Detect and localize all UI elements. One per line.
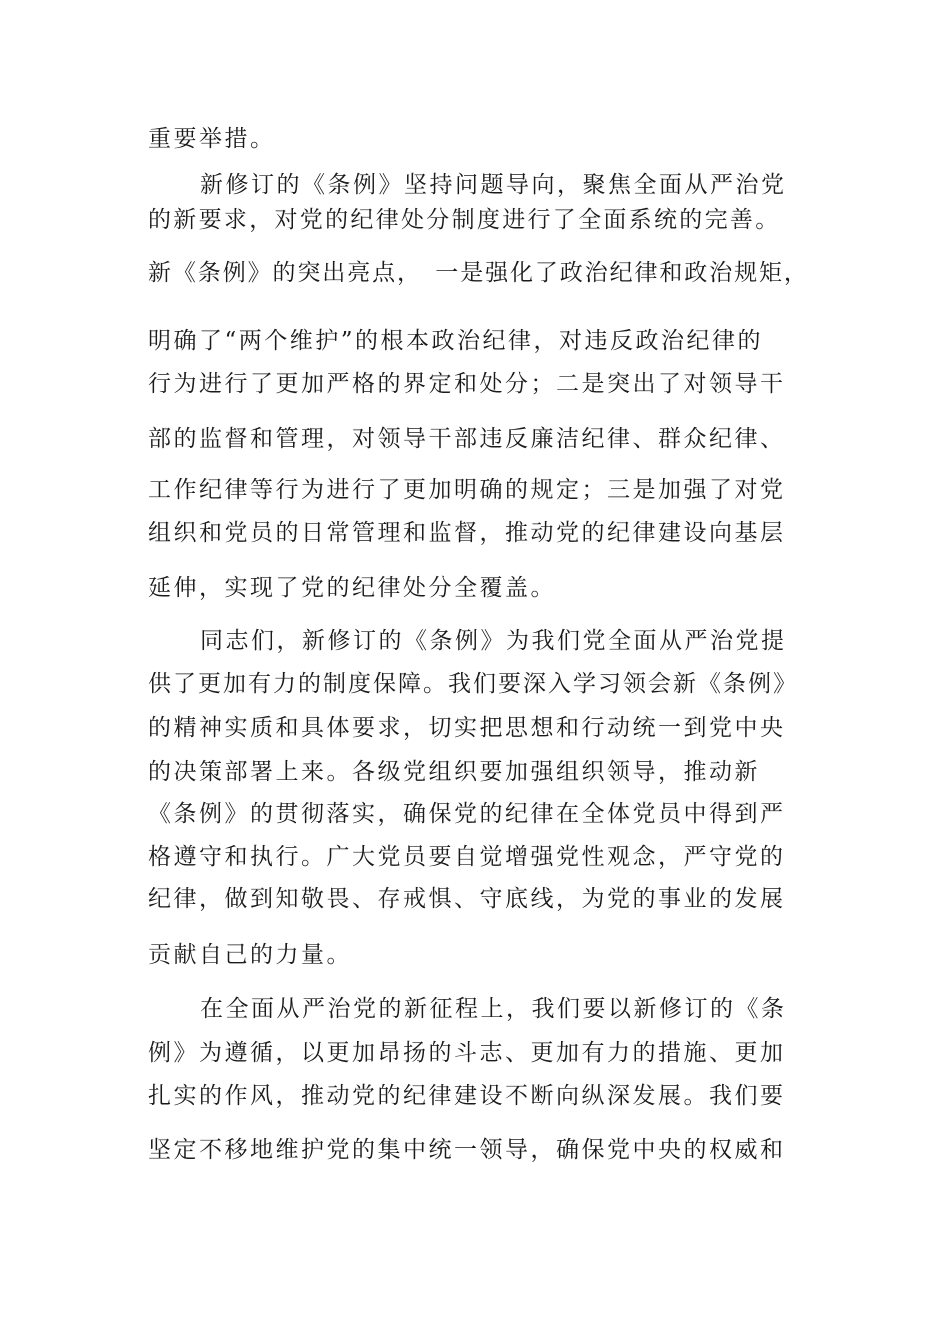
text-line: 行为进行了更加严格的界定和处分；二是突出了对领导干 <box>148 371 786 397</box>
text-line: 格遵守和执行。广大党员要自觉增强党性观念，严守党的 <box>148 844 786 870</box>
text-line: 新《条例》的突出亮点， 一是强化了政治纪律和政治规矩， <box>148 260 809 286</box>
text-line: 的精神实质和具体要求，切实把思想和行动统一到党中央 <box>148 715 786 741</box>
text-line: 纪律，做到知敬畏、存戒惧、守底线，为党的事业的发展 <box>148 886 786 912</box>
text-line: 的新要求，对党的纪律处分制度进行了全面系统的完善。 <box>148 207 781 233</box>
text-line: 延伸，实现了党的纪律处分全覆盖。 <box>148 575 556 601</box>
text-line: 重要举措。 <box>148 126 276 152</box>
text-line: 新修订的《条例》坚持问题导向，聚焦全面从严治党 <box>200 172 787 198</box>
text-line: 坚定不移地维护党的集中统一领导，确保党中央的权威和 <box>148 1137 786 1163</box>
text-line: 《条例》的贯彻落实，确保党的纪律在全体党员中得到严 <box>148 801 786 827</box>
text-line: 的决策部署上来。各级党组织要加强组织领导，推动新 <box>148 759 760 785</box>
text-line: 例》为遵循，以更加昂扬的斗志、更加有力的措施、更加 <box>148 1040 786 1066</box>
text-line: 组织和党员的日常管理和监督，推动党的纪律建设向基层 <box>148 520 786 546</box>
text-line: 在全面从严治党的新征程上，我们要以新修订的《条 <box>200 996 787 1022</box>
text-line: 同志们，新修订的《条例》为我们党全面从严治党提 <box>200 628 787 654</box>
text-line: 贡献自己的力量。 <box>148 942 352 968</box>
text-line: 扎实的作风，推动党的纪律建设不断向纵深发展。我们要 <box>148 1083 786 1109</box>
text-line: 部的监督和管理，对领导干部违反廉洁纪律、群众纪律、 <box>148 426 786 452</box>
text-line: 供了更加有力的制度保障。我们要深入学习领会新《条例》 <box>148 671 798 697</box>
text-line: 工作纪律等行为进行了更加明确的规定；三是加强了对党 <box>148 477 786 503</box>
text-line: 明确了“两个维护”的根本政治纪律，对违反政治纪律的 <box>148 328 764 354</box>
